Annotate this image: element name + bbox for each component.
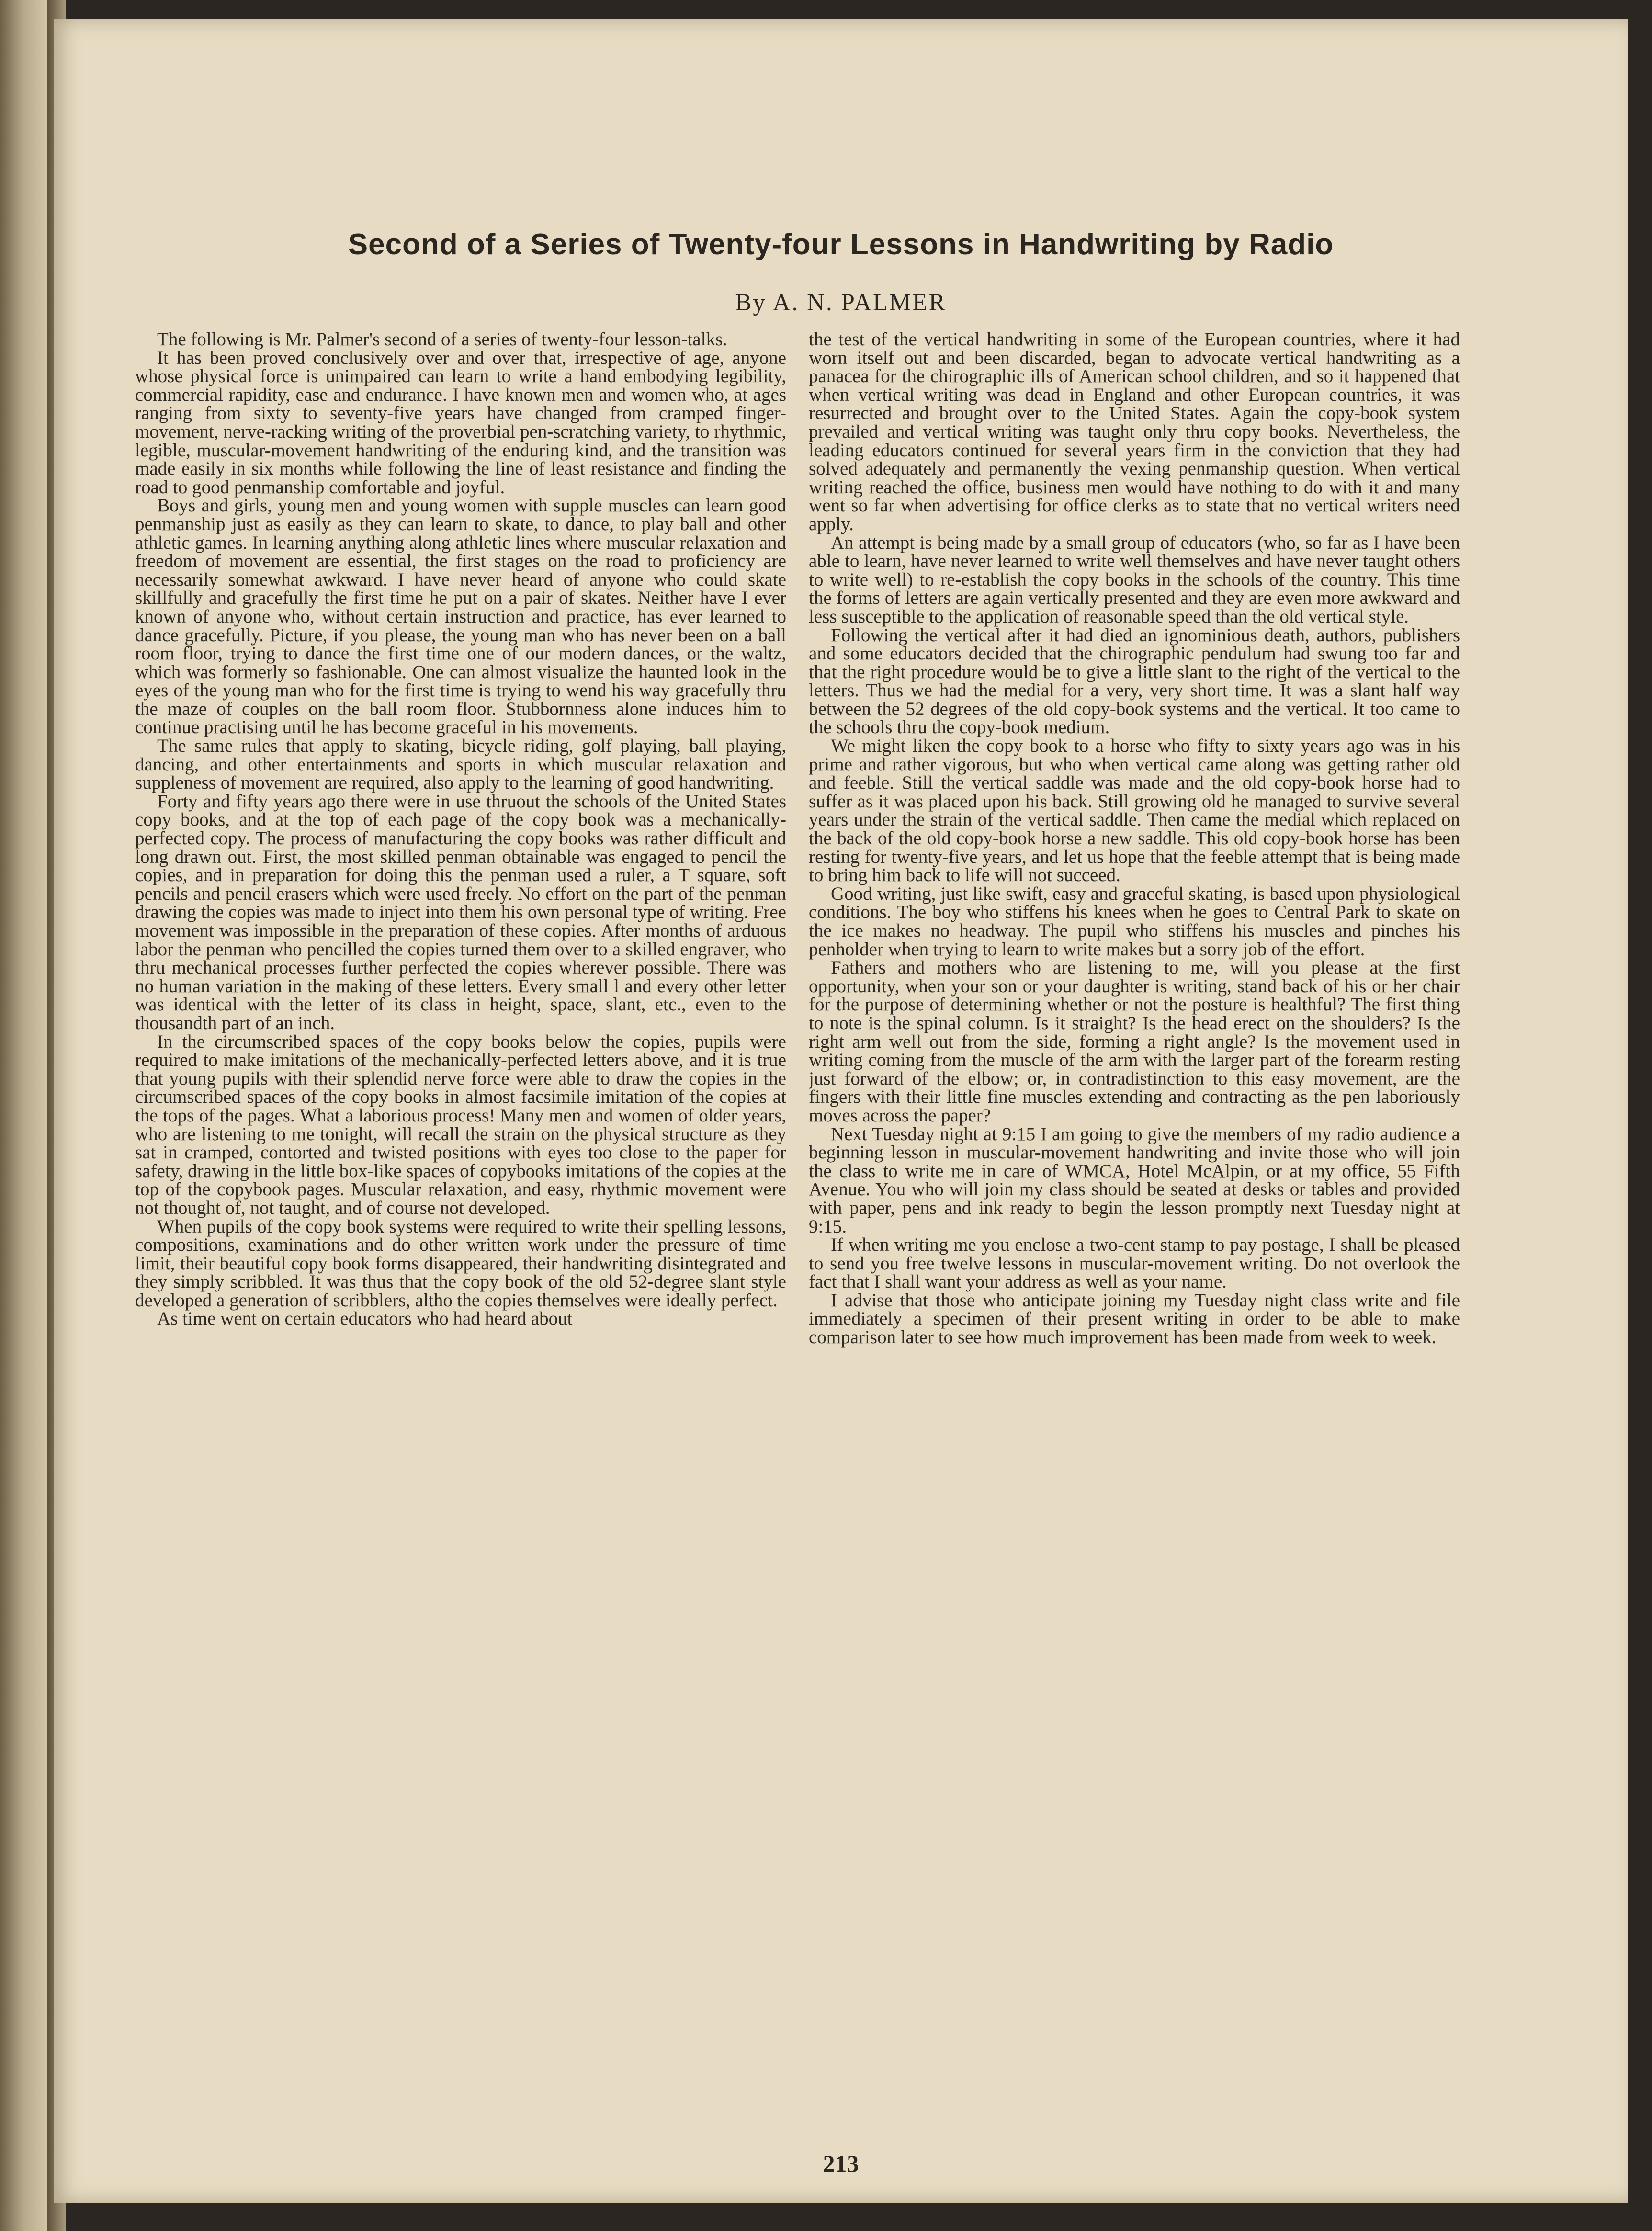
paragraph: Boys and girls, young men and young women with supple muscles can learn good penmanship just as easily as they can learn to skate, to dance, to play ball and other athletic games. In learning anything along athletic lines where muscular relaxation and freedom of movement are essential, the first stages on the road to proficiency are necessarily somewhat awkward. I have never heard of anyone who could skate skillfully and gracefully the first time he put on a pair of skates. Neither have I ever known of anyone who, without certain instruction and practice, has ever learned to dance gracefully. Picture, if you please, the young man who has never been on a ball room floor, trying to dance the first time one of our modern dances, or the waltz, which was formerly so fashionable. One can almost visualize the haunted look in the eyes of the young man who for the first time is trying to wend his way gracefully thru the maze of couples on the ball room floor. Stubbornness alone induces him to continue practising until he has become graceful in his movements. <box>135 495 786 738</box>
paragraph: As time went on certain educators who had heard about <box>157 1308 573 1329</box>
previous-page-edge <box>0 0 53 2231</box>
paragraph: In the circumscribed spaces of the copy books below the copies, pupils were required to make imitations of the mechanically-perfected letters above, and it is true that young pupils with their splendid nerve force were able to draw the copies in the circumscribed spaces of the copy books in almost facsimile imitation of the copies at the tops of the pages. What a laborious process! Many men and women of older years, who are listening to me tonight, will recall the strain on the physical structure as they sat in cramped, contorted and twisted positions with eyes too close to the paper for safety, drawing in the little box-like spaces of copybooks imitations of the copies at the top of the copybook pages. Muscular relaxation, and easy, rhythmic movement were not thought of, not taught, and of course not developed. <box>135 1031 786 1218</box>
paragraph: When pupils of the copy book systems were required to write their spelling lessons, compositions, examinations and do other written work under the pressure of time limit, their beautiful copy book forms disappeared, their handwriting disintegrated and they simply scribbled. It was thus that the copy book of the old 52-degree slant style developed a generation of scribblers, altho the copies themselves were ideally perfect. <box>135 1216 786 1311</box>
paragraph: The same rules that apply to skating, bicycle riding, golf playing, ball playing, dancing, and other entertainments and sports in which muscular relaxation and suppleness of movement are required, also apply to the learning of good handwriting. <box>135 736 786 793</box>
paragraph: We might liken the copy book to a horse who fifty to sixty years ago was in his prime and rather vigorous, but who when vertical came along was getting rather old and feeble. Still the vertical saddle was made and the old copy-book horse had to suffer as it was placed upon his back. Still growing old he managed to survive several years under the strain of the vertical saddle. Then came the medial which replaced on the back of the old copy-book horse a new saddle. This old copy-book horse has been resting for twenty-five years, and let us hope that the feeble attempt that is being made to bring him back to life will not succeed. <box>809 736 1460 886</box>
paragraph: It has been proved conclusively over and over that, irrespective of age, anyone whose physical force is unimpaired can learn to write a hand embodying legibility, commercial rapidity, ease and endurance. I have known men and women who, at ages ranging from sixty to seventy-five years have changed from cramped finger-movement, nerve-racking writing of the proverbial pen-scratching variety, to rhythmic, legible, muscular-movement handwriting of the enduring kind, and the transition was made easily in six months while following the line of least resistance and finding the road to good penmanship comfortable and joyful. <box>135 347 786 498</box>
page-number: 213 <box>823 2150 859 2177</box>
paragraph: I advise that those who anticipate joining my Tuesday night class write and file immediately a specimen of their present writing in order to be able to make comparison later to see how much improvement has been made from week to week. <box>809 1290 1460 1348</box>
right-column <box>809 330 1460 2150</box>
paragraph: Forty and fifty years ago there were in use thruout the schools of the United States copy books, and at the top of each page of the copy book was a mechanically-perfected copy. The process of manufacturing the copy books was rather difficult and long drawn out. First, the most skilled penman obtainable was engaged to pencil the copies, and in preparation for doing this the penman used a ruler, a T square, soft pencils and pencil erasers which were used freely. No effort on the part of the penman drawing the copies was made to inject into them his own personal type of writing. Free movement was impossible in the preparation of these copies. After months of arduous labor the penman who pencilled the copies turned them over to a skilled engraver, who thru mechanical processes further perfected the copies wherever possible. There was no human variation in the making of these letters. Every small l and every other letter was identical with the letter of its class in height, space, slant, etc., even to the thousandth part of an inch. <box>135 791 786 1033</box>
paragraph: An attempt is being made by a small group of educators (who, so far as I have been able to learn, have never learned to write well themselves and have never taught others to write well) to re-establish the copy books in the schools of the country. This time the forms of letters are again vertically presented and they are even more awkward and less susceptible to the application of reasonable speed than the old vertical style. <box>809 532 1460 627</box>
paragraph: If when writing me you enclose a two-cent stamp to pay postage, I shall be pleased to send you free twelve lessons in muscular-movement writing. Do not overlook the fact that I shall want your address as well as your name. <box>809 1234 1460 1292</box>
article-byline: By A. N. PALMER <box>735 289 947 316</box>
paragraph: Fathers and mothers who are listening to me, will you please at the first opportunity, when your son or your daughter is writing, stand back of his or her chair for the purpose of determining whether or not the posture is healthful? The first thing to note is the spinal column. Is it straight? Is the head erect on the shoulders? Is the right arm well out from the side, forming a right angle? Is the movement used in writing coming from the muscle of the arm with the larger part of the forearm resting just forward of the elbow; or, in contradistinction to this easy movement, are the fingers with their little fine muscles extending and contracting as the pen laboriously moves across the paper? <box>809 957 1460 1126</box>
paragraph: the test of the vertical handwriting in some of the European countries, where it had worn itself out and been discarded, began to advocate vertical handwriting as a panacea for the chirographic ills of American school children, and so it happened that when vertical writing was dead in England and other European countries, it was resurrected and brought over to the United States. Again the copy-book system prevailed and vertical writing was taught only thru copy books. Nevertheless, the leading educators continued for several years firm in the conviction that they had solved adequately and permanently the vexing penmanship question. When vertical writing reached the office, business men would have nothing to do with it and many went so far when advertising for office clerks as to state that no vertical writers need apply. <box>809 330 1460 534</box>
paragraph: Good writing, just like swift, easy and graceful skating, is based upon physiological conditions. The boy who stiffens his knees when he goes to Central Park to skate on the ice makes no headway. The pupil who stiffens his muscles and pinches his penholder when trying to learn to write makes but a sorry job of the effort. <box>809 883 1460 960</box>
paragraph: Next Tuesday night at 9:15 I am going to give the members of my radio audience a beginning lesson in muscular-movement handwriting and invite those who will join the class to write me in care of WMCA, Hotel McAlpin, or at my office, 55 Fifth Avenue. You who will join my class should be seated at desks or tables and provided with paper, pens and ink ready to begin the lesson promptly next Tuesday night at 9:15. <box>809 1123 1460 1237</box>
page <box>54 19 1628 2203</box>
paragraph: The following is Mr. Palmer's second of a series of twenty-four lesson-talks. <box>157 330 727 350</box>
left-column <box>135 330 786 2150</box>
paragraph: Following the vertical after it had died an ignominious death, authors, publishers and some educators decided that the chirographic pendulum had swung too far and that the right procedure would be to give a little slant to the right of the vertical to the letters. Thus we had the medial for a very, very short time. It was a slant half way between the 52 degrees of the old copy-book systems and the vertical. It too came to the schools thru the copy-book medium. <box>809 624 1460 738</box>
article-title: Second of a Series of Twenty-four Lessons in Handwriting by Radio <box>348 228 1334 261</box>
